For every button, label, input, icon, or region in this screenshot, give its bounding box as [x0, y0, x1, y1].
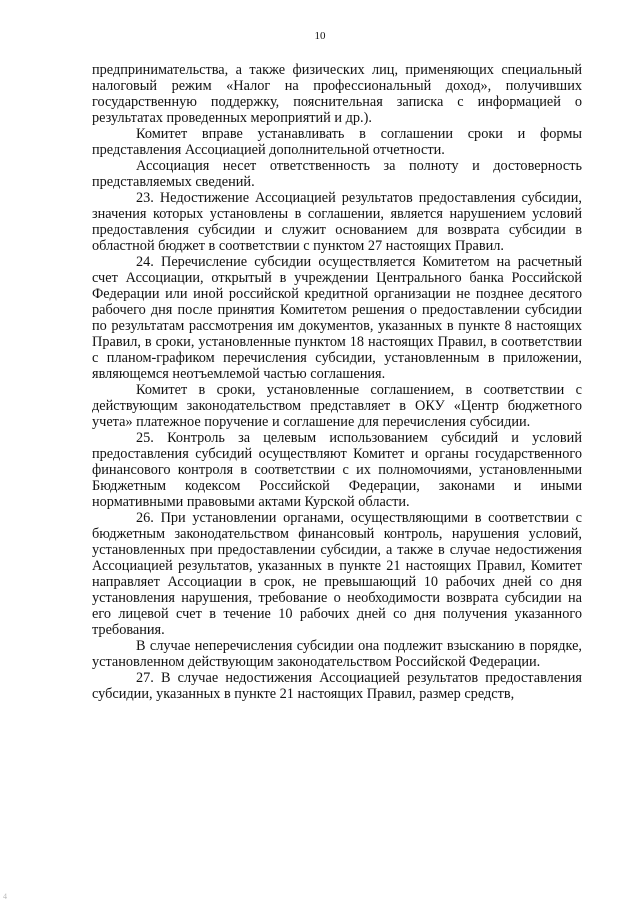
paragraph: 24. Перечисление субсидии осуществляется Комитетом на расчетный счет Ассоциации, открытый в учреждении Центрального банка Российской Федерации или иной российской кредитной организации не позднее десятого рабочего дня после принятия Комитетом решения о предоставлении субсидии по результатам рассмотрения им документов, указанных в пункте 8 настоящих Правил, в сроки, установленные пунктом 18 настоящих Правил, в соответствии с планом-графиком перечисления субсидии, установленным в приложении, являющемся неотъемлемой частью соглашения.: [92, 254, 582, 382]
paragraph: 27. В случае недостижения Ассоциацией результатов предоставления субсидии, указанных в пункте 21 настоящих Правил, размер средств,: [92, 670, 582, 702]
paragraph: 23. Недостижение Ассоциацией результатов предоставления субсидии, значения которых установлены в соглашении, является нарушением условий предоставления субсидии и служит основанием для возврата субсидии в областной бюджет в соответствии с пунктом 27 настоящих Правил.: [92, 190, 582, 254]
paragraph: Ассоциация несет ответственность за полноту и достоверность представляемых сведений.: [92, 158, 582, 190]
paragraph: В случае неперечисления субсидии она подлежит взысканию в порядке, установленном действующим законодательством Российской Федерации.: [92, 638, 582, 670]
paragraph: Комитет вправе устанавливать в соглашении сроки и формы представления Ассоциацией дополнительной отчетности.: [92, 126, 582, 158]
paragraph: предпринимательства, а также физических лиц, применяющих специальный налоговый режим «Налог на профессиональный доход», получивших государственную поддержку, пояснительная записка с информацией о результатах проведенных мероприятий и др.).: [92, 62, 582, 126]
page-number: 10: [314, 30, 326, 42]
document-body: [92, 62, 582, 702]
scan-mark: 4: [3, 892, 7, 901]
paragraph: Комитет в сроки, установленные соглашением, в соответствии с действующим законодательством представляет в ОКУ «Центр бюджетного учета» платежное поручение и соглашение для перечисления субсидии.: [92, 382, 582, 430]
paragraph: 26. При установлении органами, осуществляющими в соответствии с бюджетным законодательством финансовый контроль, нарушения условий, установленных при предоставлении субсидии, а также в случае недостижения Ассоциацией результатов, указанных в пункте 21 настоящих Правил, Комитет направляет Ассоциации в срок, не превышающий 10 рабочих дней со дня установления нарушения, требование о необходимости возврата субсидии на его лицевой счет в течение 10 рабочих дней со дня получения указанного требования.: [92, 510, 582, 638]
paragraph: 25. Контроль за целевым использованием субсидий и условий предоставления субсидий осуществляют Комитет и органы государственного финансового контроля в соответствии с их полномочиями, установленными Бюджетным кодексом Российской Федерации, законами и иными нормативными правовыми актами Курской области.: [92, 430, 582, 510]
